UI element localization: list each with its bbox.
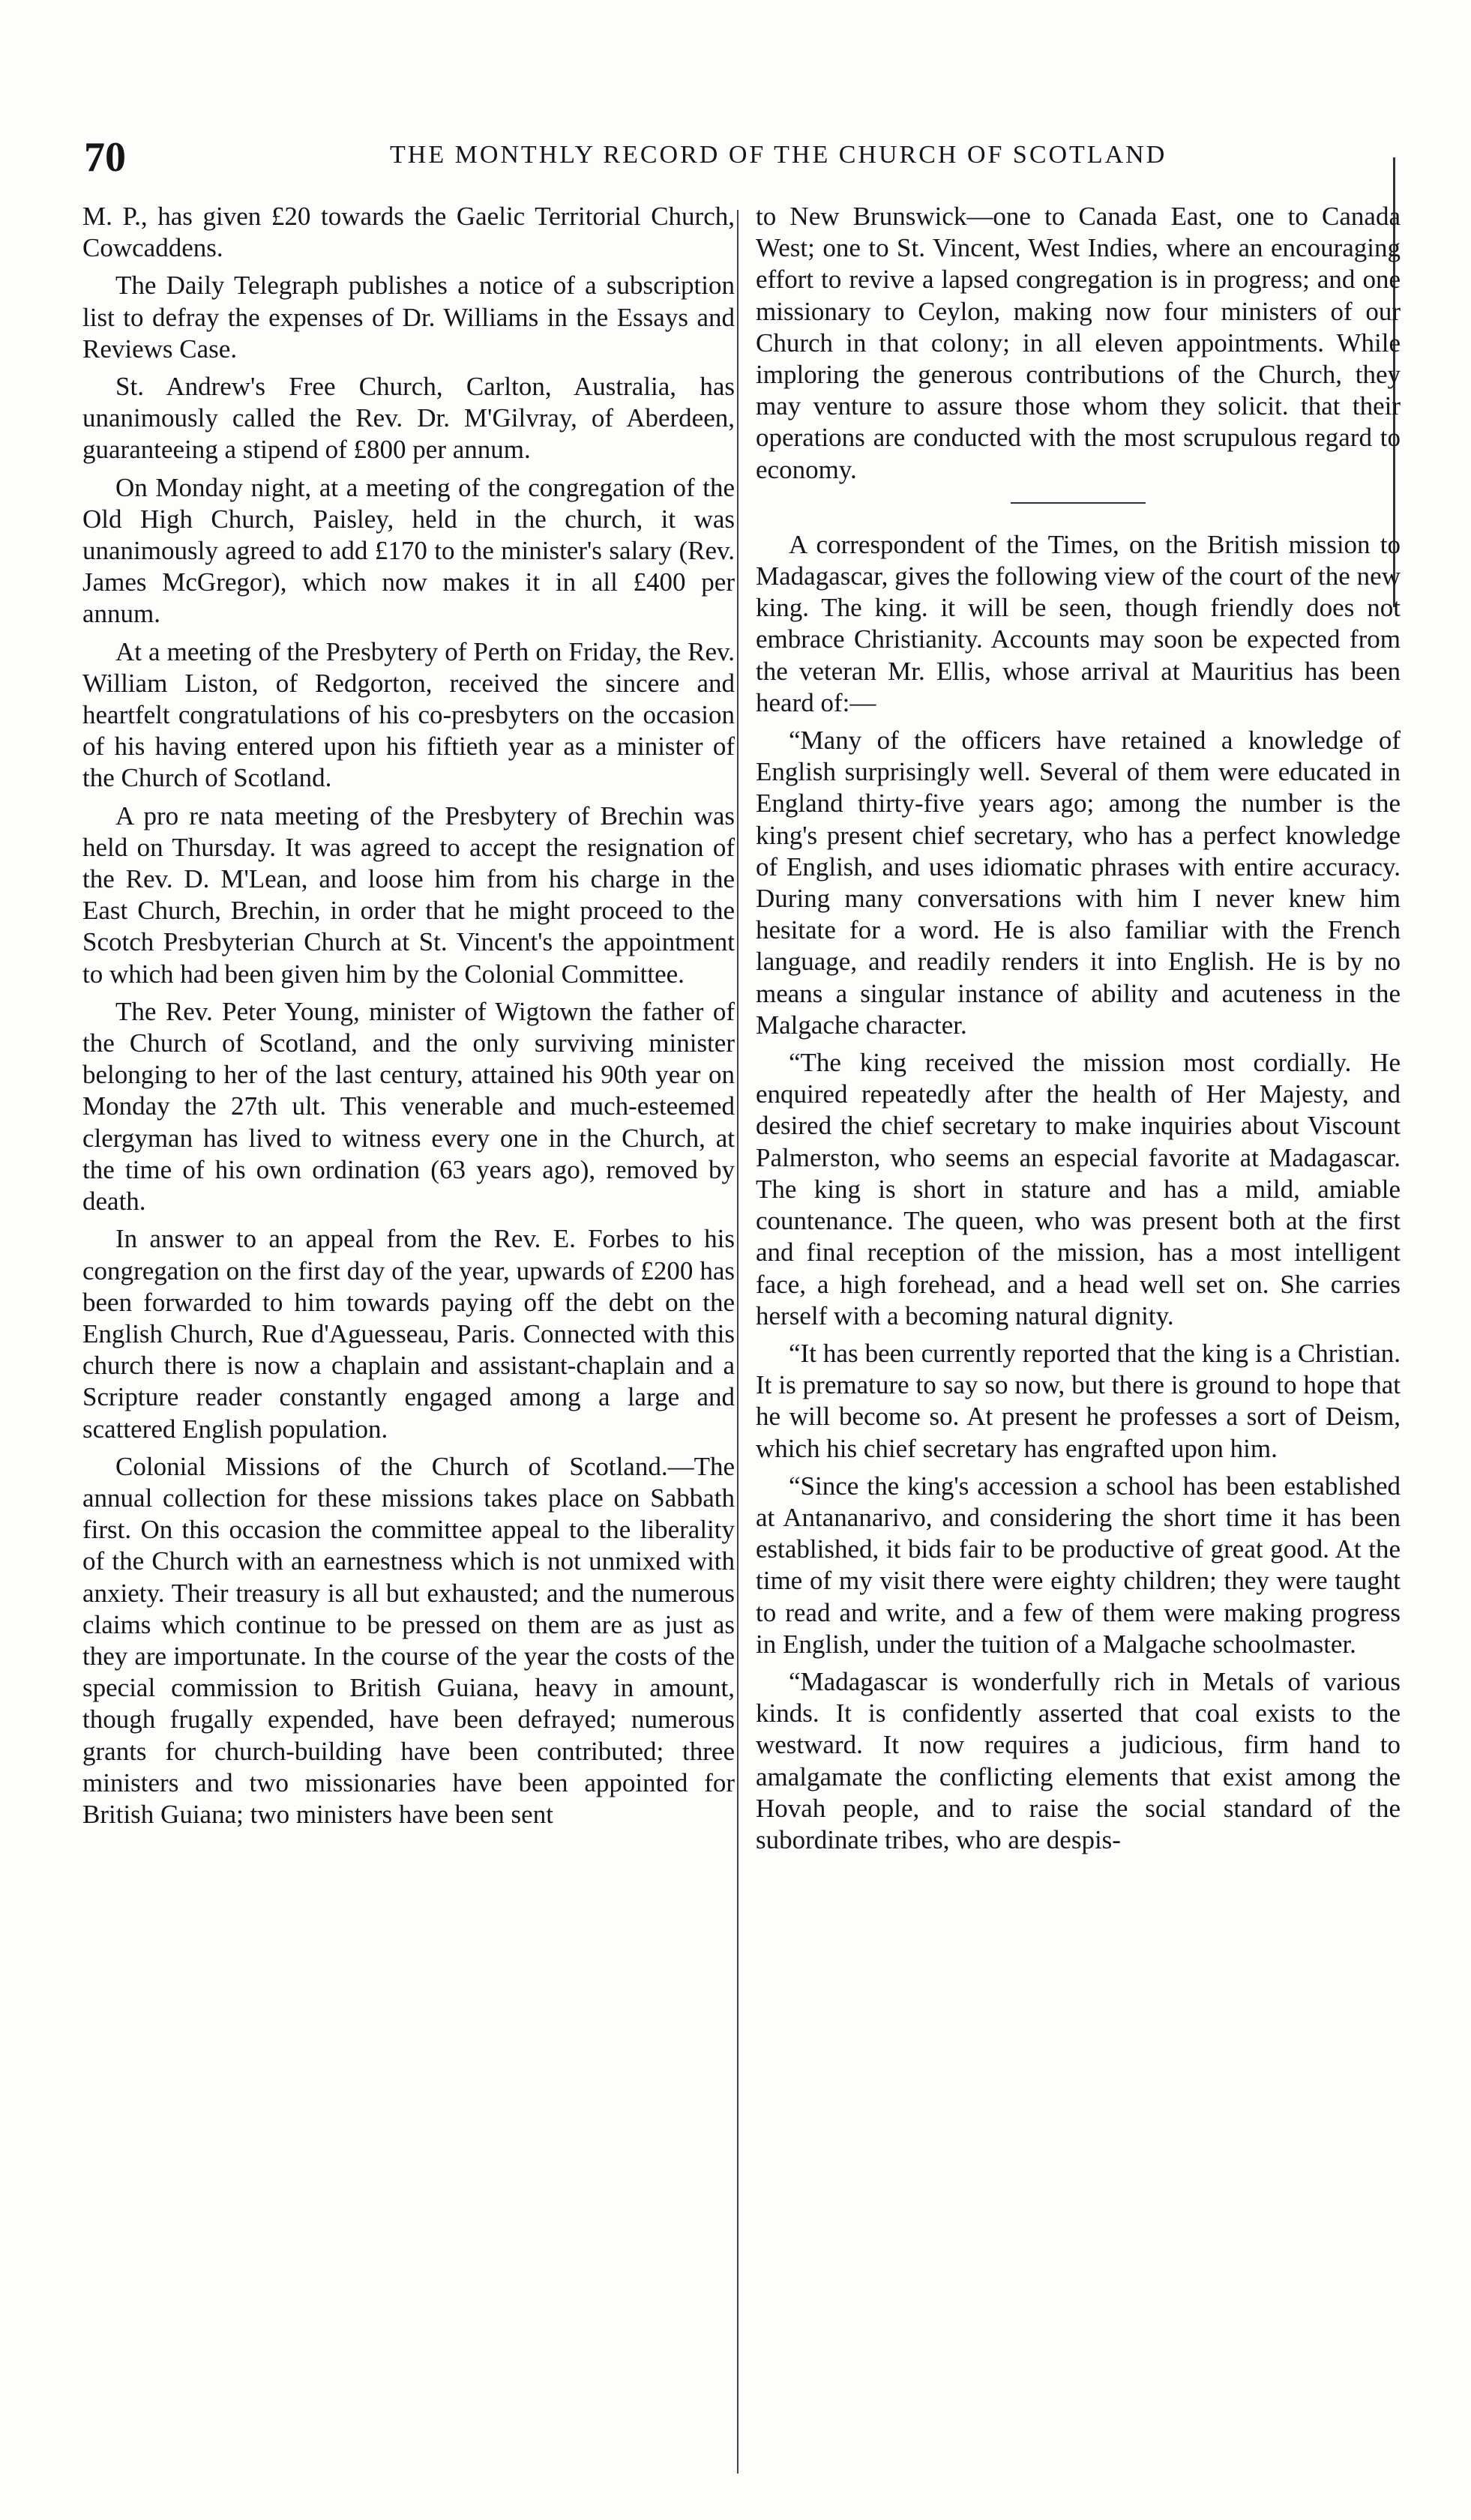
quote-paragraph: “Madagascar is wonderfully rich in Metals of various kinds. It is confidently asserted that coal exists to the westward. It now requires a judicious, firm hand to amalgamate the conflicting elements that exist among the Hovah people, and to raise the social standard of the subordinate tribes, who are despis- xyxy=(756,1666,1401,1854)
paragraph: to New Brunswick—one to Canada East, one to Canada West; one to St. Vincent, West Indies, where an encouraging effort to revive a lapsed congregation is in progress; and one missionary to Ceylon, making now four ministers of our Church in that colony; in all eleven appointments. While imploring the generous contributions of the Church, they may venture to assure those whom they solicit. that their operations are conducted with the most scrupulous regard to economy. xyxy=(756,202,1401,484)
paragraph: The Rev. Peter Young, minister of Wigtown the father of the Church of Scotland, and the only surviving minister belonging to her of the last century, attained his 90th year on Monday the 27th ult. This venerable and much-esteemed clergyman has lived to witness every one in the Church, at the time of his own ordination (63 years ago), removed by death. xyxy=(82,996,735,1217)
paragraph: At a meeting of the Presbytery of Perth on Friday, the Rev. William Liston, of Redgorton, received the sincere and heartfelt congratulations of his co-presbyters on the occasion of his having entered upon his fiftieth year as a minister of the Church of Scotland. xyxy=(82,636,735,793)
quote-paragraph: “The king received the mission most cordially. He enquired repeatedly after the health of Her Majesty, and desired the chief secretary to make inquiries about Viscount Palmerston, who seems an especial favorite at Madagascar. The king is short in stature and has a mild, amiable countenance. The queen, who was present both at the first and final reception of the mission, has a most intelligent face, a high forehead, and a head well set on. She carries herself with a becoming natural dignity. xyxy=(756,1048,1401,1330)
paragraph: A pro re nata meeting of the Presbytery of Brechin was held on Thursday. It was agreed to accept the resignation of the Rev. D. M'Lean, and loose him from his charge in the East Church, Brechin, in order that he might proceed to the Scotch Presbyterian Church at St. Vincent's the appointment to which had been given him by the Colonial Committee. xyxy=(82,801,735,989)
section-separator xyxy=(1011,502,1146,504)
quote-paragraph: “It has been currently reported that the king is a Christian. It is premature to say so now, but there is ground to hope that he will become so. At present he professes a sort of Deism, which his chief secretary has engrafted upon him. xyxy=(756,1338,1401,1463)
paragraph: In answer to an appeal from the Rev. E. Forbes to his congregation on the first day of the year, upwards of £200 has been forwarded to him towards paying off the debt on the English Church, Rue d'Aguesseau, Paris. Connected with this church there is now a chaplain and assistant-chaplain and a Scripture reader constantly engaged among a large and scattered English population. xyxy=(82,1224,735,1444)
paragraph: On Monday night, at a meeting of the congregation of the Old High Church, Paisley, held in the church, it was unanimously agreed to add £170 to the minister's salary (Rev. James McGregor), which now makes it in all £400 per annum. xyxy=(82,472,735,629)
running-head: THE MONTHLY RECORD OF THE CHURCH OF SCOTLAND xyxy=(390,141,1167,169)
page-header xyxy=(45,133,1410,186)
right-column xyxy=(756,201,1401,1862)
page-number: 70 xyxy=(84,134,126,181)
paragraph: St. Andrew's Free Church, Carlton, Australia, has unanimously called the Rev. Dr. M'Gilvray, of Aberdeen, guaranteeing a stipend of £800 per annum. xyxy=(82,372,735,465)
paragraph: A correspondent of the Times, on the British mission to Madagascar, gives the following view of the court of the new king. The king. it will be seen, though friendly does not embrace Christianity. Accounts may soon be expected from the veteran Mr. Ellis, whose arrival at Mauritius has been heard of:— xyxy=(756,529,1401,717)
paragraph: M. P., has given £20 towards the Gaelic Territorial Church, Cowcaddens. xyxy=(82,202,735,263)
paragraph: Colonial Missions of the Church of Scotland.—The annual collection for these missions takes place on Sabbath first. On this occasion the committee appeal to the liberality of the Church with an earnestness which is not unmixed with anxiety. Their treasury is all but exhausted; and the numerous claims which continue to be pressed on them are as just as they are importunate. In the course of the year the costs of the special commission to British Guiana, heavy in amount, though frugally expended, have been defrayed; numerous grants for church-building have been contributed; three ministers and two missionaries have been appointed for British Guiana; two ministers have been sent xyxy=(82,1451,735,1829)
column-divider xyxy=(737,210,738,2474)
quote-paragraph: “Since the king's accession a school has been established at Antananarivo, and considering the short time it has been established, it bids fair to be productive of great good. At the time of my visit there were eighty children; they were taught to read and write, and a few of them were making progress in English, under the tuition of a Malgache schoolmaster. xyxy=(756,1471,1401,1659)
left-column xyxy=(82,201,735,1836)
quote-paragraph: “Many of the officers have retained a knowledge of English surprisingly well. Several of them were educated in England thirty-five years ago; among the number is the king's present chief secretary, who has a perfect knowledge of English, and uses idiomatic phrases with entire accuracy. During many conversations with him I never knew him hesitate for a word. He is also familiar with the French language, and readily renders it into English. He is by no means a singular instance of ability and acuteness in the Malgache character. xyxy=(756,726,1401,1040)
paragraph: The Daily Telegraph publishes a notice of a subscription list to defray the expenses of Dr. Williams in the Essays and Reviews Case. xyxy=(82,271,735,364)
